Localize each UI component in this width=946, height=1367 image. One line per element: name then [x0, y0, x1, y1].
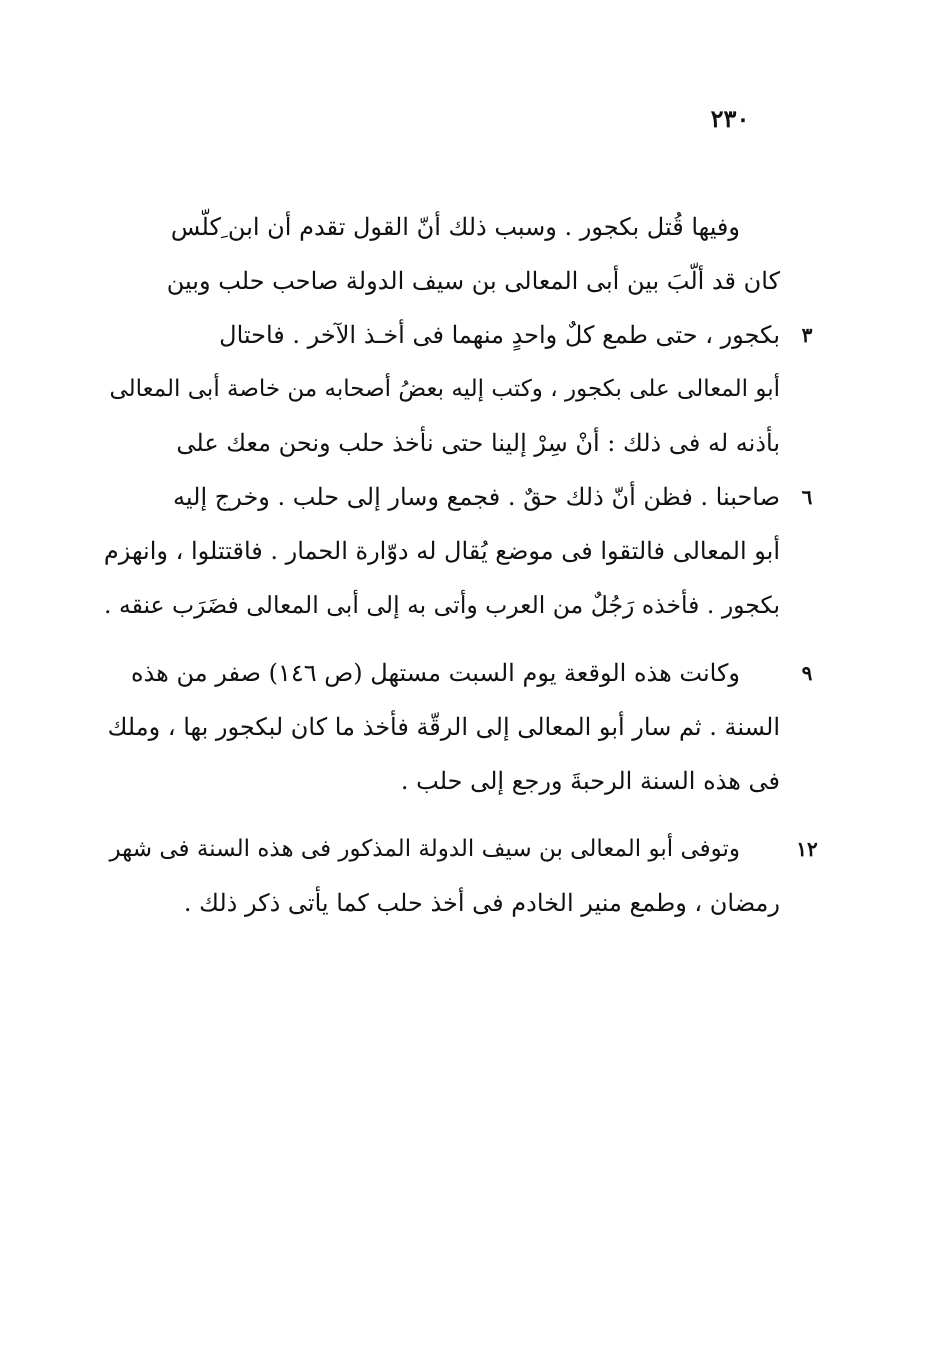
line-text: أبو المعالى على بكجور ، وكتب إليه بعضُ أصحابه من خاصة أبى المعالى	[109, 376, 780, 402]
text-line	[100, 308, 813, 362]
page-number: ٢٣٠	[710, 104, 750, 133]
line-text: بكجور . فأخذه رَجُلٌ من العرب وأتى به إلى أبى المعالى فضَرَب عنقه .	[104, 591, 780, 619]
paragraph-gap	[100, 632, 780, 646]
text-line	[100, 524, 780, 578]
line-text: رمضان ، وطمع منير الخادم فى أخذ حلب كما يأتى ذكر ذلك .	[183, 889, 780, 917]
paragraph-gap	[100, 808, 780, 822]
line-text: أبو المعالى فالتقوا فى موضع يُقال له دوّارة الحمار . فاقتتلوا ، وانهزم	[103, 537, 780, 565]
text-line	[100, 754, 780, 808]
text-line	[100, 822, 818, 876]
line-number: ٦	[801, 485, 813, 509]
text-line	[100, 578, 780, 632]
text-line	[100, 700, 780, 754]
line-text: بأذنه له فى ذلك : أنْ سِرْ إلينا حتى نأخذ حلب ونحن معك على	[176, 429, 780, 457]
text-line	[100, 646, 813, 700]
text-line	[100, 470, 813, 524]
text-line	[100, 876, 780, 930]
text-line	[100, 200, 780, 254]
line-number: ١٢	[796, 837, 818, 861]
line-text: كان قد ألّبَ بين أبى المعالى بن سيف الدولة صاحب حلب وبين	[166, 267, 780, 295]
text-line	[100, 416, 780, 470]
text-line	[100, 254, 780, 308]
line-number: ٣	[801, 323, 813, 347]
line-number: ٩	[801, 661, 813, 685]
line-text: وفيها قُتل بكجور . وسبب ذلك أنّ القول تقدم أن ابن ِكلّس	[170, 213, 740, 241]
line-text: صاحبنا . فظن أنّ ذلك حقٌ . فجمع وسار إلى حلب . وخرج إليه	[173, 483, 780, 511]
line-text: وكانت هذه الوقعة يوم السبت مستهل (ص ١٤٦) صفر من هذه	[130, 659, 740, 687]
text-line	[100, 362, 780, 416]
line-text: وتوفى أبو المعالى بن سيف الدولة المذكور فى هذه السنة فى شهر	[109, 836, 740, 862]
line-text: فى هذه السنة الرحبةَ ورجع إلى حلب .	[400, 767, 780, 795]
line-text: بكجور ، حتى طمع كلٌ واحدٍ منهما فى أخـذ الآخر . فاحتال	[219, 321, 780, 349]
line-text: السنة . ثم سار أبو المعالى إلى الرقّة فأخذ ما كان لبكجور بها ، وملك	[107, 713, 780, 741]
body-text	[100, 200, 818, 930]
